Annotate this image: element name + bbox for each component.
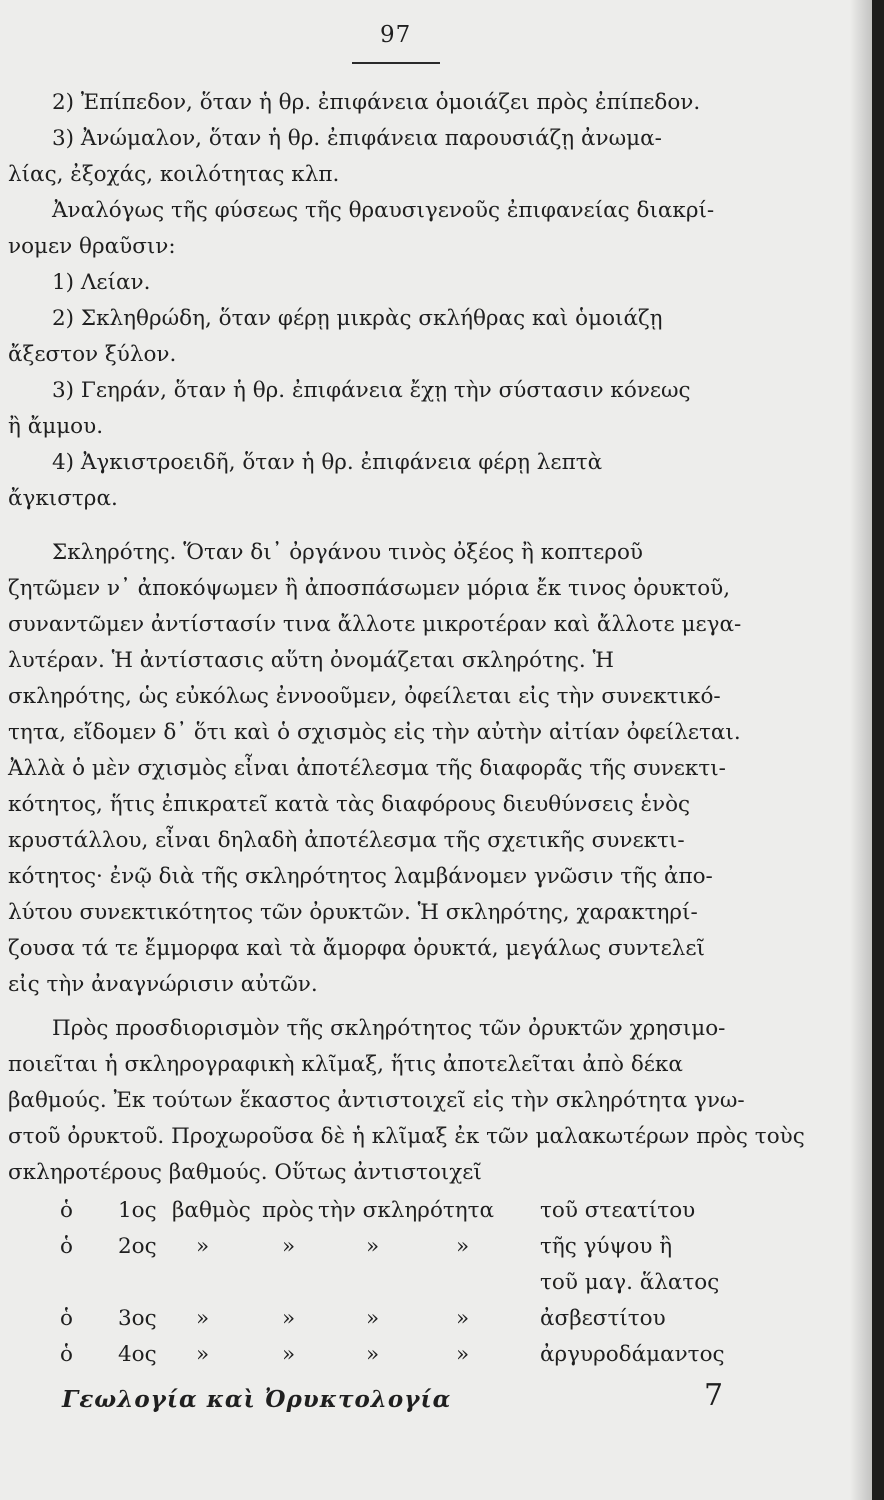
text-line: εἰς τὴν ἀναγνώρισιν αὐτῶν. bbox=[8, 972, 318, 997]
text-line: ἢ ἄμμου. bbox=[8, 414, 104, 439]
text-line: 3) Ἀνώμαλον, ὅταν ἡ θρ. ἐπιφάνεια παρουσιάζῃ ἀνωμα- bbox=[52, 126, 662, 151]
text-line: νομεν θραῦσιν: bbox=[8, 234, 176, 259]
text-line: 1) Λείαν. bbox=[52, 270, 151, 295]
text-line: λύτου συνεκτικότητος τῶν ὀρυκτῶν. Ἡ σκληρότης, χαρακτηρί- bbox=[8, 900, 698, 925]
text-line: σκληροτέρους βαθμούς. Οὕτως ἀντιστοιχεῖ bbox=[8, 1160, 482, 1185]
footer-signature-mark: 7 bbox=[704, 1378, 724, 1413]
text-line: ἄξεστον ξύλον. bbox=[8, 342, 177, 367]
text-line: 4) Ἀγκιστροειδῆ, ὅταν ἡ θρ. ἐπιφάνεια φέρῃ λεπτὰ bbox=[52, 450, 603, 475]
text-line: στοῦ ὀρυκτοῦ. Προχωροῦσα δὲ ἡ κλῖμαξ ἐκ τῶν μαλακωτέρων πρὸς τοὺς bbox=[8, 1124, 805, 1149]
text-line: βαθμούς. Ἐκ τούτων ἕκαστος ἀντιστοιχεῖ εἰς τὴν σκληρότητα γνω- bbox=[8, 1088, 745, 1113]
text-line: Ἀλλὰ ὁ μὲν σχισμὸς εἶναι ἀποτέλεσμα τῆς διαφορᾶς τῆς συνεκτι- bbox=[8, 756, 726, 781]
text-line: 2) Ἐπίπεδον, ὅταν ἡ θρ. ἐπιφάνεια ὁμοιάζει πρὸς ἐπίπεδον. bbox=[52, 90, 701, 115]
section-heading-line: Σκληρότης. Ὅταν δι᾽ ὀργάνου τινὸς ὀξέος ἢ κοπτεροῦ bbox=[52, 540, 643, 565]
text-line: λυτέραν. Ἡ ἀντίστασις αὕτη ὀνομάζεται σκληρότης. Ἡ bbox=[8, 648, 614, 673]
text-line: ζητῶμεν ν᾽ ἀποκόψωμεν ἢ ἀποσπάσωμεν μόρια ἔκ τινος ὀρυκτοῦ, bbox=[8, 576, 731, 601]
page-number: 97 bbox=[380, 22, 412, 48]
text-line: 3) Γεηράν, ὅταν ἡ θρ. ἐπιφάνεια ἔχῃ τὴν σύστασιν κόνεως bbox=[52, 378, 691, 403]
text-line: Ἀναλόγως τῆς φύσεως τῆς θραυσιγενοῦς ἐπιφανείας διακρί- bbox=[52, 198, 715, 223]
text-line: 2) Σκληθρώδη, ὅταν φέρῃ μικρὰς σκλήθρας καὶ ὁμοιάζῃ bbox=[52, 306, 663, 331]
text-line: συναντῶμεν ἀντίστασίν τινα ἄλλοτε μικροτέραν καὶ ἄλλοτε μεγα- bbox=[8, 612, 742, 637]
footer-book-title: Γεωλογία καὶ Ὀρυκτολογία bbox=[62, 1386, 452, 1413]
text-line: λίας, ἐξοχάς, κοιλότητας κλπ. bbox=[8, 162, 340, 187]
text-line: κότητος· ἐνῷ διὰ τῆς σκληρότητος λαμβάνομεν γνῶσιν τῆς ἀπο- bbox=[8, 864, 713, 889]
book-page: 97 2) Ἐπίπεδον, ὅταν ἡ θρ. ἐπιφάνεια ὁμοιάζει πρὸς ἐπίπεδον. 3) Ἀνώμαλον, ὅταν ἡ θρ. ἐπιφάνεια παρουσιάζῃ ἀνωμα- λίας, ἐξοχάς, κοιλότητας κλπ. Ἀναλόγως τῆς φύσεως τῆς θραυσιγενοῦς ἐπιφανείας διακρί- νομεν θραῦσιν: 1) Λείαν. 2) Σκληθρώδη, ὅταν φέρῃ μικρὰς σκλήθρας καὶ ὁμοιάζῃ ἄξεστον ξύλον. 3) Γεηράν, ὅταν ἡ θρ. ἐπιφάνεια ἔχῃ τὴν σύστασιν κόνεως ἢ ἄμμου. 4) Ἀγκιστροειδῆ, ὅταν ἡ θρ. ἐπιφάνεια φέρῃ λεπτὰ ἄγκιστρα. Σκληρότης. Ὅταν δι᾽ ὀργάνου τινὸς ὀξέος ἢ κοπτεροῦ ζητῶμεν ν᾽ ἀποκόψωμεν ἢ ἀποσπάσωμεν μόρια ἔκ τινος ὀρυκτοῦ, συναντῶμεν ἀντίστασίν τινα ἄλλοτε μικροτέραν καὶ ἄλλοτε μεγα- λυτέραν. Ἡ ἀντίστασις αὕτη ὀνομάζεται σκληρότης. Ἡ σκληρότης, ὡς εὐκόλως ἐννοοῦμεν, ὀφείλεται εἰς τὴν συνεκτικό- τητα, εἴδομεν δ᾽ ὅτι καὶ ὁ σχισμὸς εἰς τὴν αὐτὴν αἰτίαν ὀφείλεται. Ἀλλὰ ὁ μὲν σχισμὸς εἶναι ἀποτέλεσμα τῆς διαφορᾶς τῆς συνεκτι- κότητος, ἥτις ἐπικρατεῖ κατὰ τὰς διαφόρους διευθύνσεις ἑνὸς κρυστάλλου, εἶναι δηλαδὴ ἀποτέλεσμα τῆς σχετικῆς συνεκτι- κότητος· ἐνῷ διὰ τῆς σκληρότητος λαμβάνομεν γνῶσιν τῆς ἀπο- λύτου συνεκτικότητος τῶν ὀρυκτῶν. Ἡ σκληρότης, χαρακτηρί- ζουσα τά τε ἔμμορφα καὶ τὰ ἄμορφα ὀρυκτά, μεγάλως συντελεῖ εἰς τὴν ἀναγνώρισιν αὐτῶν. Πρὸς προσδιορισμὸν τῆς σκληρότητος τῶν ὀρυκτῶν χρησιμο- ποιεῖται ἡ σκληρογραφικὴ κλῖμαξ, ἥτις ἀποτελεῖται ἀπὸ δέκα βαθμούς. Ἐκ τούτων ἕκαστος ἀντιστοιχεῖ εἰς τὴν σκληρότητα γνω- στοῦ ὀρυκτοῦ. Προχωροῦσα δὲ ἡ κλῖμαξ ἐκ τῶν μαλακωτέρων πρὸς τοὺς σκληροτέρους βαθμούς. Οὕτως ἀντιστοιχεῖ ὁ 1ος βαθμὸς πρὸς τὴν σκληρότητα τοῦ στεατίτου ὁ 2ος » » » » τῆς γύψου ἢ τοῦ μαγ. ἅλατος ὁ 3ος » » » » ἀσβεστίτου ὁ 4ος » » » » ἀργυροδάμαντος Γεωλογία καὶ Ὀρυκτολογία 7 bbox=[0, 0, 872, 1500]
page-edge-shadow bbox=[850, 0, 872, 1500]
text-line: τητα, εἴδομεν δ᾽ ὅτι καὶ ὁ σχισμὸς εἰς τὴν αὐτὴν αἰτίαν ὀφείλεται. bbox=[8, 720, 741, 745]
text-line: ποιεῖται ἡ σκληρογραφικὴ κλῖμαξ, ἥτις ἀποτελεῖται ἀπὸ δέκα bbox=[8, 1052, 683, 1077]
text-line: σκληρότης, ὡς εὐκόλως ἐννοοῦμεν, ὀφείλεται εἰς τὴν συνεκτικό- bbox=[8, 684, 721, 709]
text-line: ἄγκιστρα. bbox=[8, 486, 118, 511]
text-line: κότητος, ἥτις ἐπικρατεῖ κατὰ τὰς διαφόρους διευθύνσεις ἑνὸς bbox=[8, 792, 691, 817]
text-line: κρυστάλλου, εἶναι δηλαδὴ ἀποτέλεσμα τῆς σχετικῆς συνεκτι- bbox=[8, 828, 685, 853]
text-line: Πρὸς προσδιορισμὸν τῆς σκληρότητος τῶν ὀρυκτῶν χρησιμο- bbox=[52, 1016, 726, 1041]
text-line: ζουσα τά τε ἔμμορφα καὶ τὰ ἄμορφα ὀρυκτά, μεγάλως συντελεῖ bbox=[8, 936, 705, 961]
page-number-rule bbox=[352, 62, 440, 64]
